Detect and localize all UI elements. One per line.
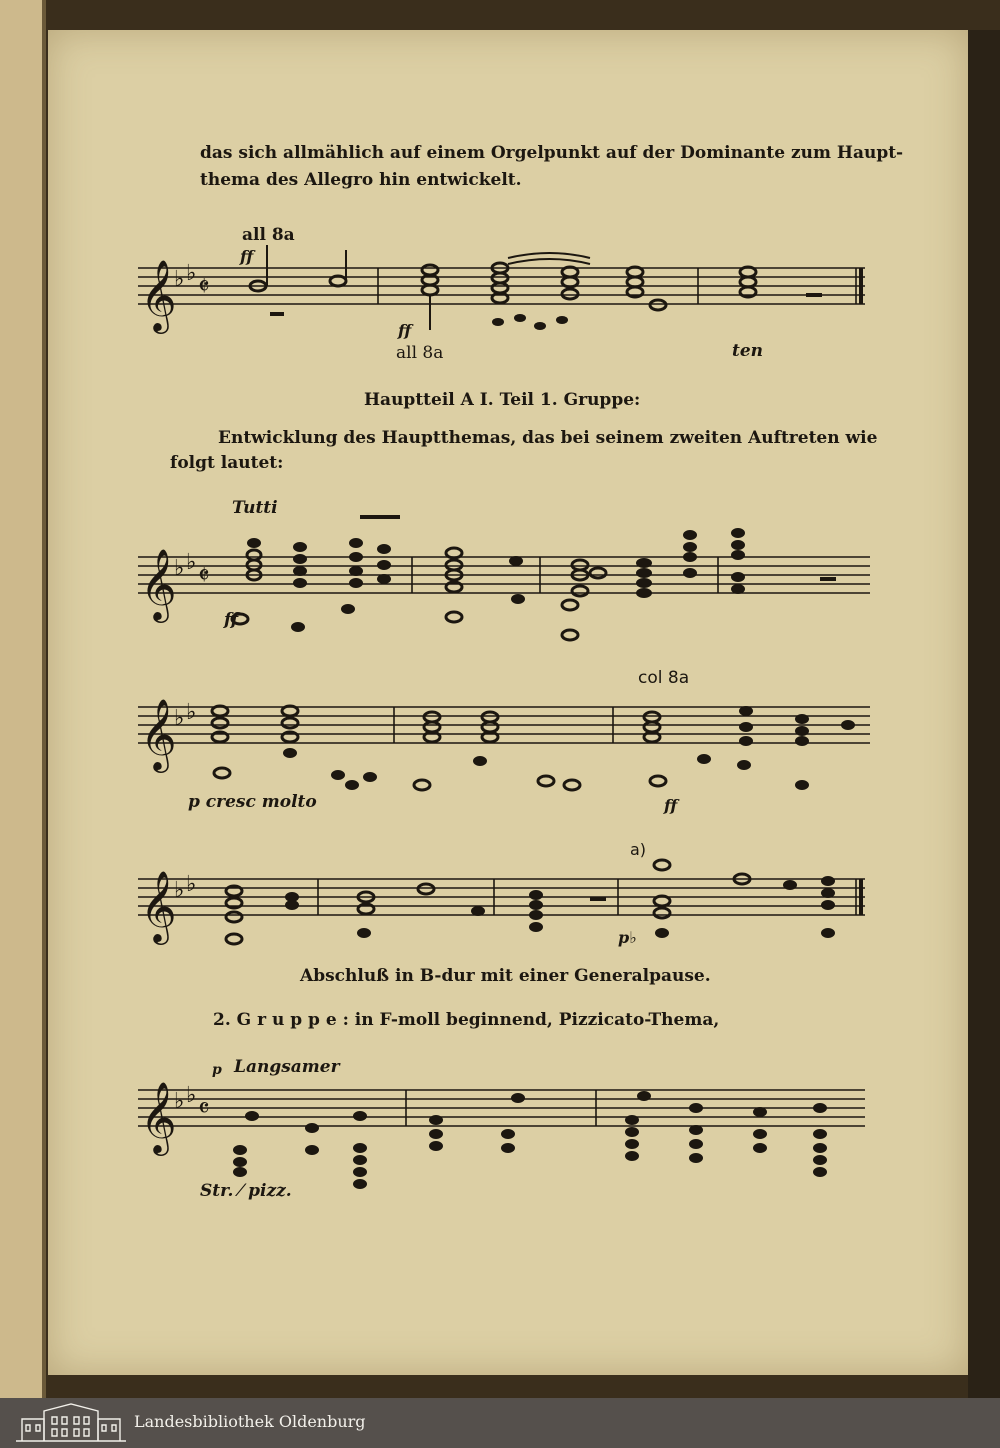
svg-text:♭: ♭ [186,700,197,725]
section-heading: Hauptteil A I. Teil 1. Gruppe: [364,390,641,410]
annotation-col8a: col 8a [638,668,690,688]
treble-clef-icon: 𝄞 [140,869,177,942]
tempo-langsamer: Langsamer [234,1057,340,1077]
music-system-2 [130,495,870,645]
dynamic-ff-4: ff [664,796,678,815]
library-building-logo [14,1401,128,1445]
svg-text:♭: ♭ [186,872,197,897]
svg-text:♭: ♭ [174,556,185,581]
paragraph-line-2: folgt lautet: [170,453,284,473]
library-name: Landesbibliothek Oldenburg [134,1412,366,1431]
svg-text:♭: ♭ [186,550,197,575]
svg-text:♭: ♭ [186,261,197,286]
dynamic-p: p [212,1062,222,1078]
treble-clef-icon: 𝄞 [140,1080,177,1153]
music-system-3 [130,665,870,830]
svg-text:♭: ♭ [174,878,185,903]
paragraph-line-1: Entwicklung des Hauptthemas, das bei seinem zweiten Auftreten wie [218,428,878,448]
annotation-ten: ten [732,341,764,361]
annotation-all8a-top: all 8a [242,225,295,245]
text-line-1: das sich allmählich auf einem Orgelpunkt auf der Dominante zum Haupt- [200,143,904,163]
dynamic-p-cresc-molto: p cresc molto [188,792,317,812]
treble-clef-icon: 𝄞 [140,547,177,620]
svg-text:𝄵: 𝄵 [198,272,210,302]
annotation-a: a) [630,840,647,859]
svg-text:♭: ♭ [174,706,185,731]
treble-clef-icon: 𝄞 [140,697,177,770]
dynamic-ff-2: ff [398,321,412,340]
music-system-5 [130,1050,870,1210]
dynamic-ff-3: ff [224,610,239,630]
svg-text:♭: ♭ [174,1089,185,1114]
music-system-1 [130,220,870,365]
annotation-str-pizz: Str. ⁄ pizz. [200,1181,292,1201]
annotation-tutti: Tutti [232,498,278,518]
annotation-all8a-bottom: all 8a [396,343,444,363]
treble-clef-icon: 𝄞 [140,258,177,331]
closing-text: Abschluß in B-dur mit einer Generalpause. [300,966,711,986]
svg-text:𝄵: 𝄵 [198,561,210,591]
text-line-2: thema des Allegro hin entwickelt. [200,170,522,190]
music-system-4 [130,835,870,975]
group2-text: 2. G r u p p e : in F-moll beginnend, Pizzicato-Thema, [213,1010,720,1030]
svg-text:♭: ♭ [174,267,185,292]
svg-text:𝄴: 𝄴 [198,1094,210,1124]
scan-edge [968,30,1000,1398]
dynamic-p-flat: p♭ [618,928,637,947]
dynamic-ff-1: ff [240,247,254,266]
book-gutter [0,0,46,1398]
svg-text:♭: ♭ [186,1083,197,1108]
